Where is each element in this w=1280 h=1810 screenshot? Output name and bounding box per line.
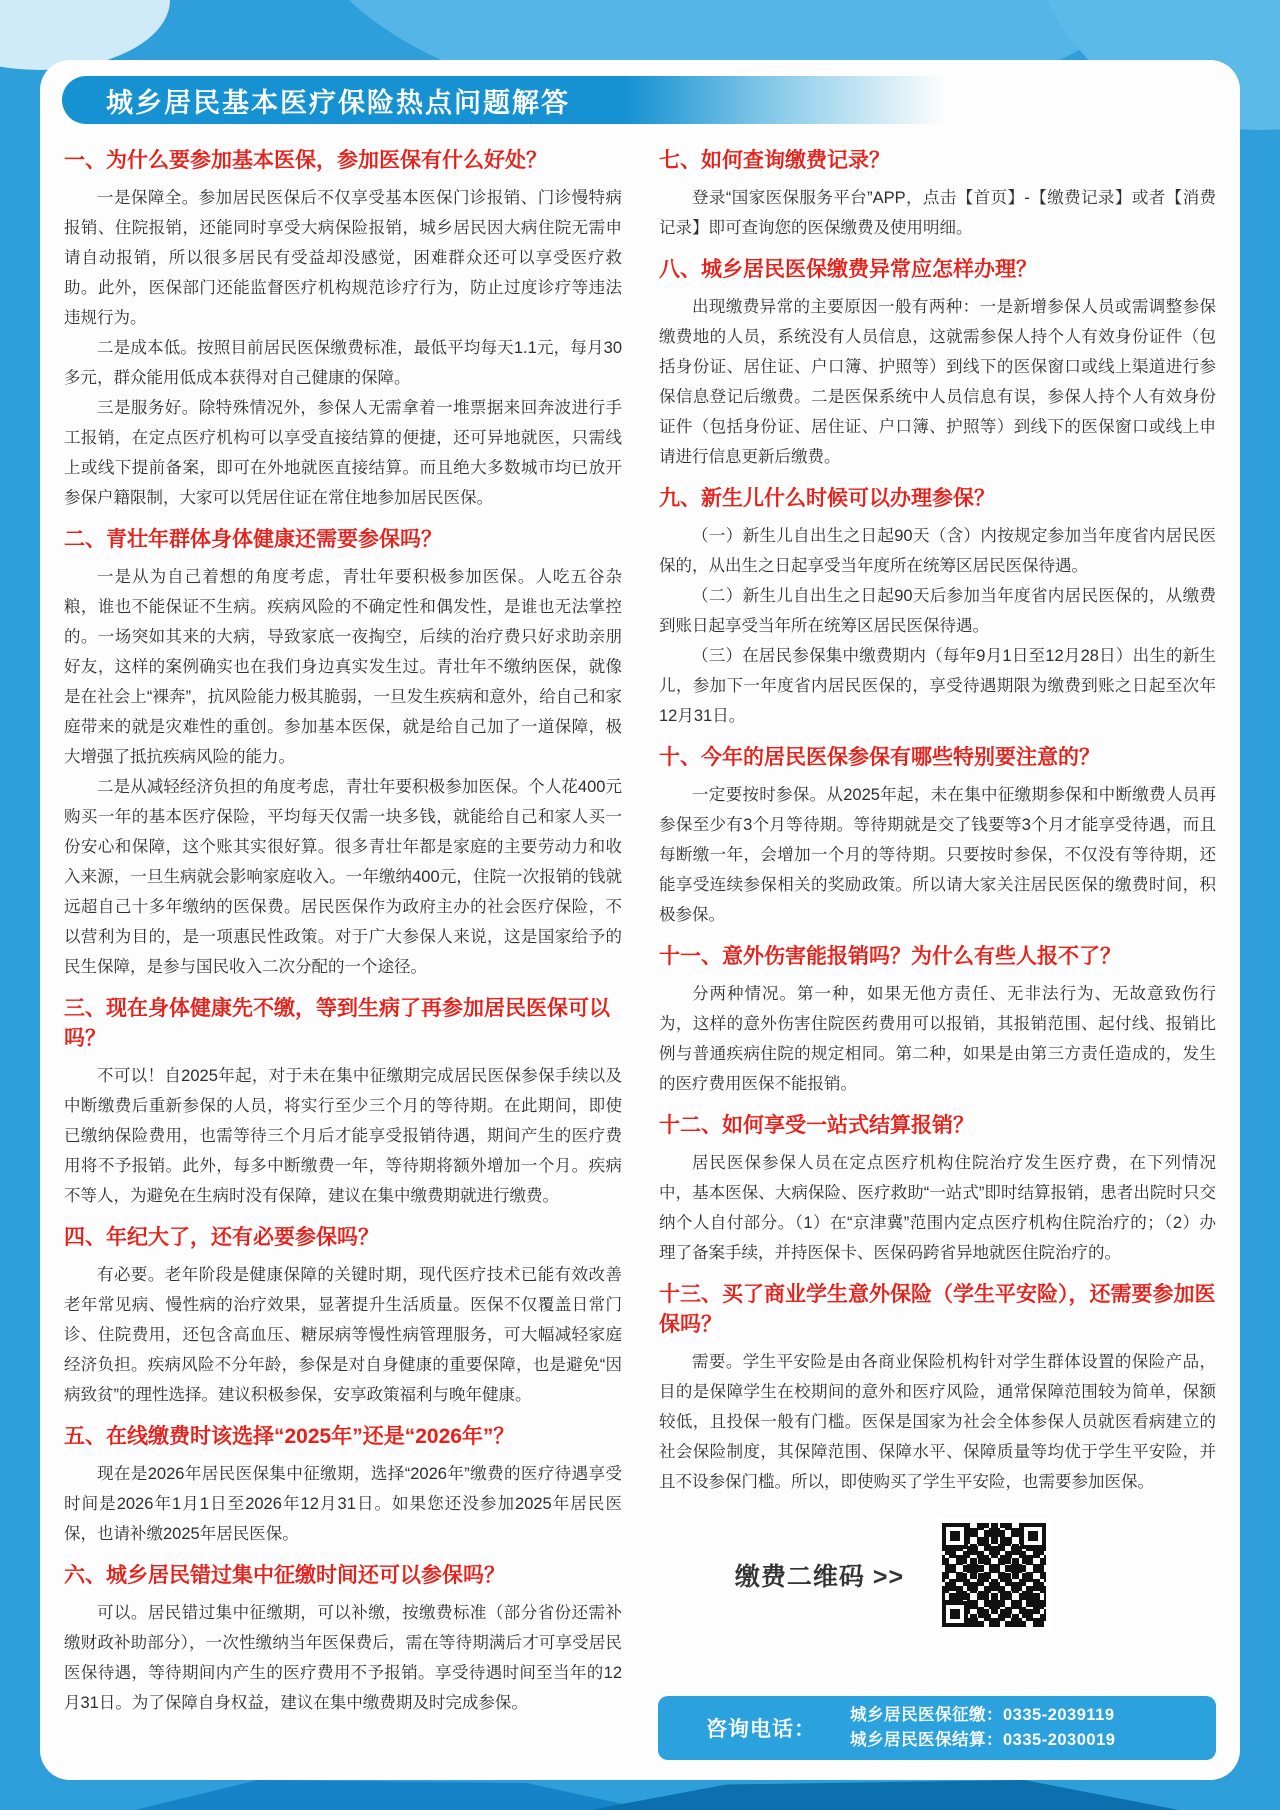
faq-column-left	[64, 142, 622, 1718]
faq-answer-paragraph: 需要。学生平安险是由各商业保险机构针对学生群体设置的保险产品，目的是保障学生在校期间的意外和医疗风险，通常保障范围较为简单，保额较低，且投保一般有门槛。医保是国家为社会全体参保人员就医看病建立的社会保险制度，其保障范围、保障水平、保障质量等均优于学生平安险，并且不设参保门槛。所以，即使购买了学生平安险，也需要参加医保。	[659, 1353, 1216, 1491]
faq-answer-paragraph: 三是服务好。除特殊情况外，参保人无需拿着一堆票据来回奔波进行手工报销，在定点医疗机构可以享受直接结算的便捷，还可异地就医，只需线上或线下提前备案，即可在外地就医直接结算。而且绝大多数城市均已放开参保户籍限制，大家可以凭居住证在常住地参加居民医保。	[64, 399, 622, 507]
page-title-banner	[62, 76, 972, 124]
faq-question: 二、青壮年群体身体健康还需要参保吗？	[64, 528, 442, 551]
faq-question: 十、今年的居民医保参保有哪些特别要注意的？	[659, 746, 1100, 769]
faq-section	[64, 994, 622, 1211]
faq-answer-paragraph: 登录“国家医保服务平台”APP，点击【首页】-【缴费记录】或者【消费记录】即可查询您的医保缴费及使用明细。	[659, 189, 1216, 237]
faq-section	[659, 146, 1216, 243]
faq-question: 九、新生儿什么时候可以办理参保？	[659, 487, 995, 510]
faq-section	[659, 743, 1216, 930]
faq-answer-paragraph: 一定要按时参保。从2025年起，未在集中征缴期参保和中断缴费人员再参保至少有3个月等待期。等待期就是交了钱要等3个月才能享受待遇，而且每断缴一年，会增加一个月的等待期。只要按时参保，不仅没有等待期，还能享受连续参保相关的奖励政策。所以请大家关注居民医保的缴费时间，积极参保。	[659, 786, 1216, 924]
faq-answer-paragraph: 二是从减轻经济负担的角度考虑，青壮年要积极参加医保。个人花400元购买一年的基本医疗保险，平均每天仅需一块多钱，就能给自己和家人买一份安心和保障，这个账其实很好算。很多青壮年都是家庭的主要劳动力和收入来源，一旦生病就会影响家庭收入。一年缴纳400元，住院一次报销的钱就远超自己十多年缴纳的医保费。居民医保作为政府主办的社会医疗保险，不以营利为目的，是一项惠民性政策。对于广大参保人来说，这是国家给予的民生保障，是参与国民收入二次分配的一个途径。	[64, 778, 622, 976]
faq-section	[659, 942, 1216, 1099]
faq-answer-paragraph: 出现缴费异常的主要原因一般有两种：一是新增参保人员或需调整参保缴费地的人员，系统没有人员信息，这就需参保人持个人有效身份证件（包括身份证、居住证、户口簿、护照等）到线下的医保窗口或线上渠道进行参保信息登记后缴费。二是医保系统中人员信息有误，参保人持个人有效身份证件（包括身份证、居住证、户口簿、护照等）到线下的医保窗口或线上申请进行信息更新后缴费。	[659, 298, 1216, 466]
faq-answers	[659, 292, 1216, 472]
faq-answer-paragraph: （二）新生儿自出生之日起90天后参加当年度省内居民医保的，从缴费到账日起享受当年所在统筹区居民医保待遇。	[659, 587, 1216, 635]
faq-answers	[64, 562, 622, 982]
qr-finder-icon	[942, 1523, 968, 1549]
faq-answer-paragraph: 一是保障全。参加居民医保后不仅享受基本医保门诊报销、门诊慢特病报销、住院报销，还能同时享受大病保险报销，城乡居民因大病住院无需申请自动报销，所以很多居民有受益却没感觉，困难群众还可以享受医疗救助。此外，医保部门还能监督医疗机构规范诊疗行为，防止过度诊疗等违法违规行为。	[64, 189, 622, 327]
faq-section	[64, 1422, 622, 1549]
payment-qr-row	[659, 1519, 1216, 1631]
faq-answers	[64, 1459, 622, 1549]
faq-section	[659, 255, 1216, 472]
faq-answers	[659, 1347, 1216, 1497]
contact-phone-bar	[658, 1696, 1216, 1760]
faq-question: 十三、买了商业学生意外保险（学生平安险），还需要参加医保吗？	[659, 1283, 1216, 1336]
phone-line-collection: 城乡居民医保征缴：0335-2039119	[850, 1706, 1115, 1724]
faq-column-right	[659, 142, 1216, 1631]
faq-section	[64, 1561, 622, 1718]
faq-answers	[659, 521, 1216, 731]
faq-question: 十二、如何享受一站式结算报销？	[659, 1114, 974, 1137]
faq-answers	[659, 979, 1216, 1099]
faq-answer-paragraph: 分两种情况。第一种，如果无他方责任、无非法行为、无故意致伤行为，这样的意外伤害住院医药费用可以报销，其报销范围、起付线、报销比例与普通疾病住院的规定相同。第二种，如果是由第三方责任造成的，发生的医疗费用医保不能报销。	[659, 985, 1216, 1093]
faq-poster-card	[40, 60, 1240, 1780]
faq-answers	[64, 1061, 622, 1211]
faq-section	[659, 1111, 1216, 1268]
faq-answer-paragraph: （一）新生儿自出生之日起90天（含）内按规定参加当年度省内居民医保的，从出生之日起享受当年度所在统筹区居民医保待遇。	[659, 527, 1216, 575]
faq-question: 八、城乡居民医保缴费异常应怎样办理？	[659, 258, 1037, 281]
background-bottom-shape	[590, 1780, 1210, 1810]
faq-question: 十一、意外伤害能报销吗？为什么有些人报不了？	[659, 945, 1121, 968]
phone-line-settlement: 城乡居民医保结算：0335-2030019	[850, 1731, 1116, 1749]
contact-phone-numbers	[850, 1704, 1115, 1752]
faq-answers	[659, 183, 1216, 243]
faq-answers	[659, 1148, 1216, 1268]
payment-qr-code	[938, 1519, 1050, 1631]
contact-phone-label: 咨询电话：	[706, 1718, 816, 1741]
faq-answer-paragraph: （三）在居民参保集中缴费期内（每年9月1日至12月28日）出生的新生儿，参加下一年度省内居民医保的，享受待遇期限为缴费到账之日起至次年12月31日。	[659, 647, 1216, 725]
qr-finder-icon	[1020, 1523, 1046, 1549]
payment-qr-label: 缴费二维码 >>	[734, 1563, 905, 1591]
faq-answer-paragraph: 不可以！自2025年起，对于未在集中征缴期完成居民医保参保手续以及中断缴费后重新参保的人员，将实行至少三个月的等待期。在此期间，即使已缴纳保险费用，也需等待三个月后才能享受报销待遇，期间产生的医疗费用将不予报销。此外，每多中断缴费一年，等待期将额外增加一个月。疾病不等人，为避免在生病时没有保障，建议在集中缴费期就进行缴费。	[64, 1067, 622, 1205]
faq-section	[64, 525, 622, 982]
faq-question: 五、在线缴费时该选择“2025年”还是“2026年”？	[64, 1425, 515, 1448]
faq-answer-paragraph: 居民医保参保人员在定点医疗机构住院治疗发生医疗费，在下列情况中，基本医保、大病保险、医疗救助“一站式”即时结算报销，患者出院时只交纳个人自付部分。（1）在“京津冀”范围内定点医疗机构住院治疗的；（2）办理了备案手续，并持医保卡、医保码跨省异地就医住院治疗的。	[659, 1154, 1216, 1262]
faq-question: 一、为什么要参加基本医保，参加医保有什么好处？	[64, 149, 547, 172]
faq-section	[659, 484, 1216, 731]
faq-question: 四、年纪大了，还有必要参保吗？	[64, 1226, 379, 1249]
faq-answers	[64, 183, 622, 513]
faq-question: 七、如何查询缴费记录？	[659, 149, 890, 172]
faq-question: 六、城乡居民错过集中征缴时间还可以参保吗？	[64, 1564, 505, 1587]
faq-answer-paragraph: 现在是2026年居民医保集中征缴期，选择“2026年”缴费的医疗待遇享受时间是2026年1月1日至2026年12月31日。如果您还没参加2025年居民医保，也请补缴2025年居民医保。	[64, 1465, 622, 1543]
faq-answer-paragraph: 二是成本低。按照目前居民医保缴费标准，最低平均每天1.1元，每月30多元，群众能用低成本获得对自己健康的保障。	[64, 339, 622, 387]
faq-answers	[659, 780, 1216, 930]
faq-section	[659, 1280, 1216, 1497]
faq-question: 三、现在身体健康先不缴，等到生病了再参加居民医保可以吗？	[64, 997, 610, 1050]
background-bottom-shape	[90, 1780, 650, 1810]
faq-answer-paragraph: 一是从为自己着想的角度考虑，青壮年要积极参加医保。人吃五谷杂粮，谁也不能保证不生病。疾病风险的不确定性和偶发性，是谁也无法掌控的。一场突如其来的大病，导致家底一夜掏空，后续的治疗费只好求助亲朋好友，这样的案例确实也在我们身边真实发生过。青壮年不缴纳医保，就像是在社会上“裸奔”，抗风险能力极其脆弱，一旦发生疾病和意外，给自己和家庭带来的就是灾难性的重创。参加基本医保，就是给自己加了一道保障，极大增强了抵抗疾病风险的能力。	[64, 568, 622, 766]
page-title: 城乡居民基本医疗保险热点问题解答	[106, 87, 570, 118]
faq-answers	[64, 1260, 622, 1410]
faq-section	[64, 146, 622, 513]
faq-answers	[64, 1598, 622, 1718]
qr-finder-icon	[942, 1601, 968, 1627]
faq-answer-paragraph: 可以。居民错过集中征缴期，可以补缴，按缴费标准（部分省份还需补缴财政补助部分），一次性缴纳当年医保费后，需在等待期满后才可享受居民医保待遇，等待期间内产生的医疗费用不予报销。享受待遇时间至当年的12月31日。为了保障自身权益，建议在集中缴费期及时完成参保。	[64, 1604, 622, 1712]
faq-answer-paragraph: 有必要。老年阶段是健康保障的关键时期，现代医疗技术已能有效改善老年常见病、慢性病的治疗效果，显著提升生活质量。医保不仅覆盖日常门诊、住院费用，还包含高血压、糖尿病等慢性病管理服务，可大幅减轻家庭经济负担。疾病风险不分年龄，参保是对自身健康的重要保障，也是避免“因病致贫”的理性选择。建议积极参保，安享政策福利与晚年健康。	[64, 1266, 622, 1404]
faq-section	[64, 1223, 622, 1410]
